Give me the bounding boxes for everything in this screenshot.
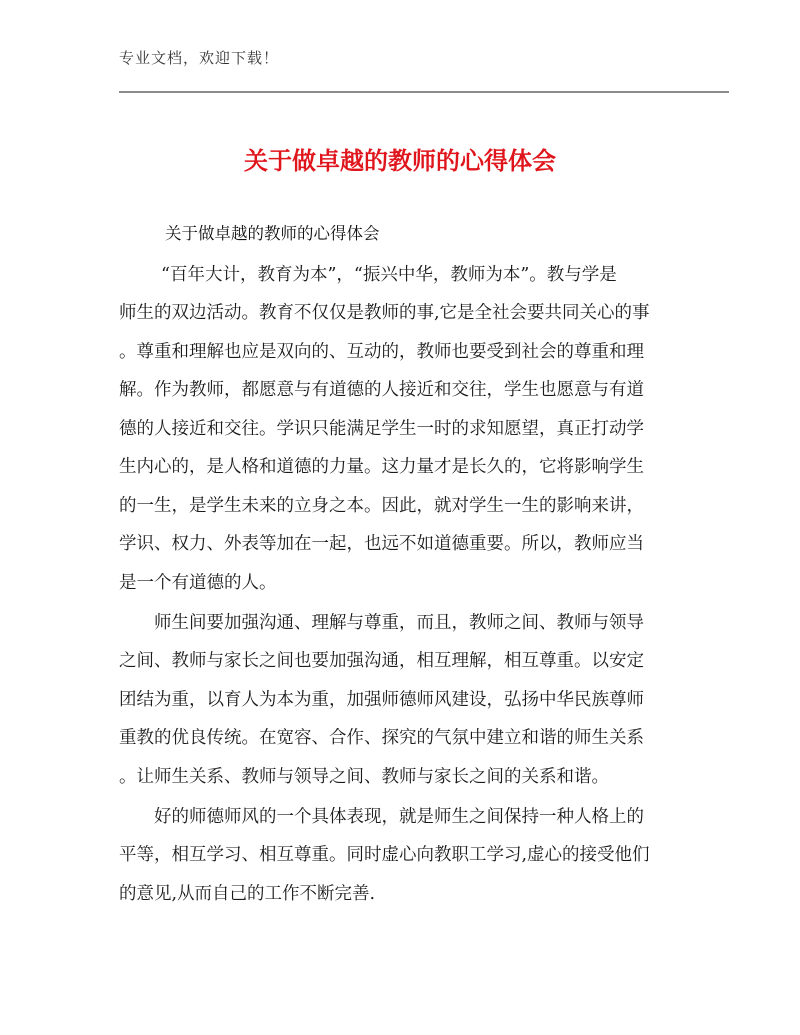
body-line: “百年大计，教育为本”，“振兴中华，教师为本”。教与学是 [161, 265, 617, 285]
body-line: 好的师德师风的一个具体表现，就是师生之间保持一种人格上的 [154, 807, 644, 827]
body-line: 的一生，是学生未来的立身之本。因此，就对学生一生的影响来讲， [119, 496, 644, 516]
body-line: 解。作为教师，都愿意与有道德的人接近和交往，学生也愿意与有道 [119, 380, 644, 400]
body-line: 是一个有道德的人。 [119, 573, 277, 593]
body-line: 重教的优良传统。在宽容、合作、探究的气氛中建立和谐的师生关系 [119, 728, 644, 748]
document-title: 关于做卓越的教师的心得体会 [244, 147, 556, 175]
document-subtitle: 关于做卓越的教师的心得体会 [165, 224, 380, 243]
body-line: 师生间要加强沟通、理解与尊重，而且，教师之间、教师与领导 [154, 613, 644, 633]
body-line: 平等，相互学习、相互尊重。同时虚心向教职工学习,虚心的接受他们 [119, 845, 650, 865]
body-line: 学识、权力、外表等加在一起，也远不如道德重要。所以，教师应当 [119, 534, 644, 554]
body-line: 。尊重和理解也应是双向的、互动的，教师也要受到社会的尊重和理 [119, 342, 644, 362]
header-divider [119, 91, 729, 93]
body-line: 德的人接近和交往。学识只能满足学生一时的求知愿望，真正打动学 [119, 419, 644, 439]
body-line: 。让师生关系、教师与领导之间、教师与家长之间的关系和谐。 [119, 767, 609, 787]
body-line: 之间、教师与家长之间也要加强沟通，相互理解，相互尊重。以安定 [119, 651, 644, 671]
header-text: 专业文档，欢迎下载！ [119, 49, 280, 67]
body-line: 的意见,从而自己的工作不断完善. [119, 884, 376, 904]
body-line: 团结为重，以育人为本为重，加强师德师风建设，弘扬中华民族尊师 [119, 690, 644, 710]
body-line: 师生的双边活动。教育不仅仅是教师的事,它是全社会要共同关心的事 [119, 303, 650, 323]
body-line: 生内心的，是人格和道德的力量。这力量才是长久的，它将影响学生 [119, 457, 644, 477]
